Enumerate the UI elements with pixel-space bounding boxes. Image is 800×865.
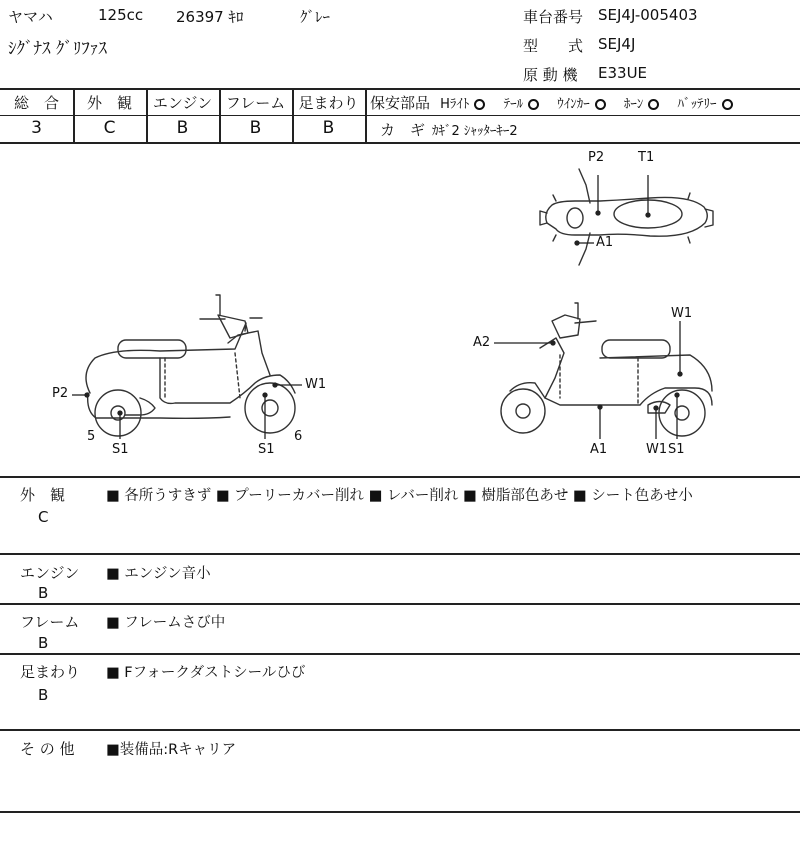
top-t1-label: T1 bbox=[638, 150, 655, 165]
parts-label: 保安部品 bbox=[370, 94, 431, 112]
divider bbox=[0, 553, 800, 555]
safety-parts bbox=[370, 92, 733, 113]
frame-no-label: 車台番号 bbox=[523, 8, 584, 26]
model-name: ｼｸﾞﾅｽ ｸﾞﾘﾌｧｽ bbox=[8, 39, 107, 59]
exterior-label: 外 観 bbox=[86, 94, 132, 112]
exterior-grade: C bbox=[103, 118, 116, 138]
divider bbox=[0, 603, 800, 605]
right-a1-label: A1 bbox=[590, 442, 608, 457]
divider bbox=[0, 729, 800, 731]
displacement: 125cc bbox=[98, 6, 144, 24]
frame-no: SEJ4J-005403 bbox=[598, 6, 698, 24]
maker: ヤマハ bbox=[8, 8, 53, 26]
battery-label: ﾊﾞｯﾃﾘｰ bbox=[677, 97, 717, 112]
divider bbox=[0, 115, 365, 116]
taillight-label: ﾃｰﾙ bbox=[503, 97, 524, 112]
note-exterior-text: ■ 各所うすきず ■ プーリーカバー削れ ■ レバー削れ ■ 樹脂部色あせ ■ シート色あせ小 bbox=[106, 488, 693, 504]
left-w1-label: W1 bbox=[305, 377, 327, 392]
headlight-ok-icon bbox=[474, 99, 485, 110]
divider bbox=[365, 88, 367, 142]
headlight-label: Hﾗｲﾄ bbox=[440, 97, 470, 112]
note-suspension-text: ■ Fフォークダストシールひび bbox=[106, 665, 306, 681]
divider bbox=[0, 653, 800, 655]
top-p2-label: P2 bbox=[588, 150, 605, 165]
scooter-top-view bbox=[540, 169, 713, 265]
note-suspension-label: 足まわり bbox=[20, 663, 81, 681]
note-frame-grade: B bbox=[38, 634, 49, 652]
model-type-label: 型 式 bbox=[523, 37, 584, 55]
color: ｸﾞﾚｰ bbox=[300, 8, 331, 26]
right-w1b-label: W1 bbox=[646, 442, 668, 457]
divider bbox=[365, 115, 800, 116]
winker-label: ｳｲﾝｶｰ bbox=[557, 97, 590, 112]
divider bbox=[0, 88, 800, 90]
note-frame-label: フレーム bbox=[20, 613, 80, 631]
key-value: ｶｷﾞ2 ｼｬｯﾀｰｷｰ2 bbox=[432, 124, 518, 139]
note-other-label: そ の 他 bbox=[20, 740, 75, 758]
horn-label: ﾎｰﾝ bbox=[623, 97, 644, 112]
note-engine-grade: B bbox=[38, 584, 49, 602]
taillight-ok-icon bbox=[528, 99, 539, 110]
engine-label: エンジン bbox=[152, 94, 213, 112]
right-a2-label: A2 bbox=[473, 335, 491, 350]
battery-ok-icon bbox=[722, 99, 733, 110]
scooter-left-view bbox=[86, 295, 295, 436]
note-exterior-grade: C bbox=[38, 508, 49, 526]
suspension-grade: B bbox=[322, 118, 335, 138]
left-s1-label: S1 bbox=[112, 442, 129, 457]
left-5-label: 5 bbox=[87, 429, 96, 444]
engine-no-label: 原 動 機 bbox=[523, 66, 578, 84]
note-frame-text: ■ フレームさび中 bbox=[106, 615, 226, 631]
frame-grade: B bbox=[249, 118, 262, 138]
note-engine-text: ■ エンジン音小 bbox=[106, 566, 211, 582]
suspension-label: 足まわり bbox=[298, 94, 359, 112]
horn-ok-icon bbox=[648, 99, 659, 110]
left-p2-label: P2 bbox=[52, 386, 69, 401]
engine-grade: B bbox=[176, 118, 189, 138]
left-6-label: 6 bbox=[294, 429, 303, 444]
right-s1-label: S1 bbox=[668, 442, 685, 457]
winker-ok-icon bbox=[595, 99, 606, 110]
overall-label: 総 合 bbox=[13, 94, 59, 112]
top-a1-label: A1 bbox=[596, 235, 614, 250]
note-engine-label: エンジン bbox=[20, 564, 80, 582]
note-suspension-grade: B bbox=[38, 686, 49, 704]
divider bbox=[0, 476, 800, 478]
right-w1-label: W1 bbox=[671, 306, 693, 321]
note-exterior-label: 外 観 bbox=[20, 486, 66, 504]
mileage: 26397 ｷﾛ bbox=[176, 8, 244, 26]
model-type: SEJ4J bbox=[598, 35, 636, 53]
engine-no: E33UE bbox=[598, 64, 648, 82]
overall-grade: 3 bbox=[31, 118, 42, 138]
divider bbox=[0, 811, 800, 813]
note-other-text: ■装備品:Rキャリア bbox=[106, 742, 237, 758]
key-label: カ ギ bbox=[380, 121, 426, 139]
left-s1b-label: S1 bbox=[258, 442, 275, 457]
frame-label: フレーム bbox=[225, 94, 286, 112]
